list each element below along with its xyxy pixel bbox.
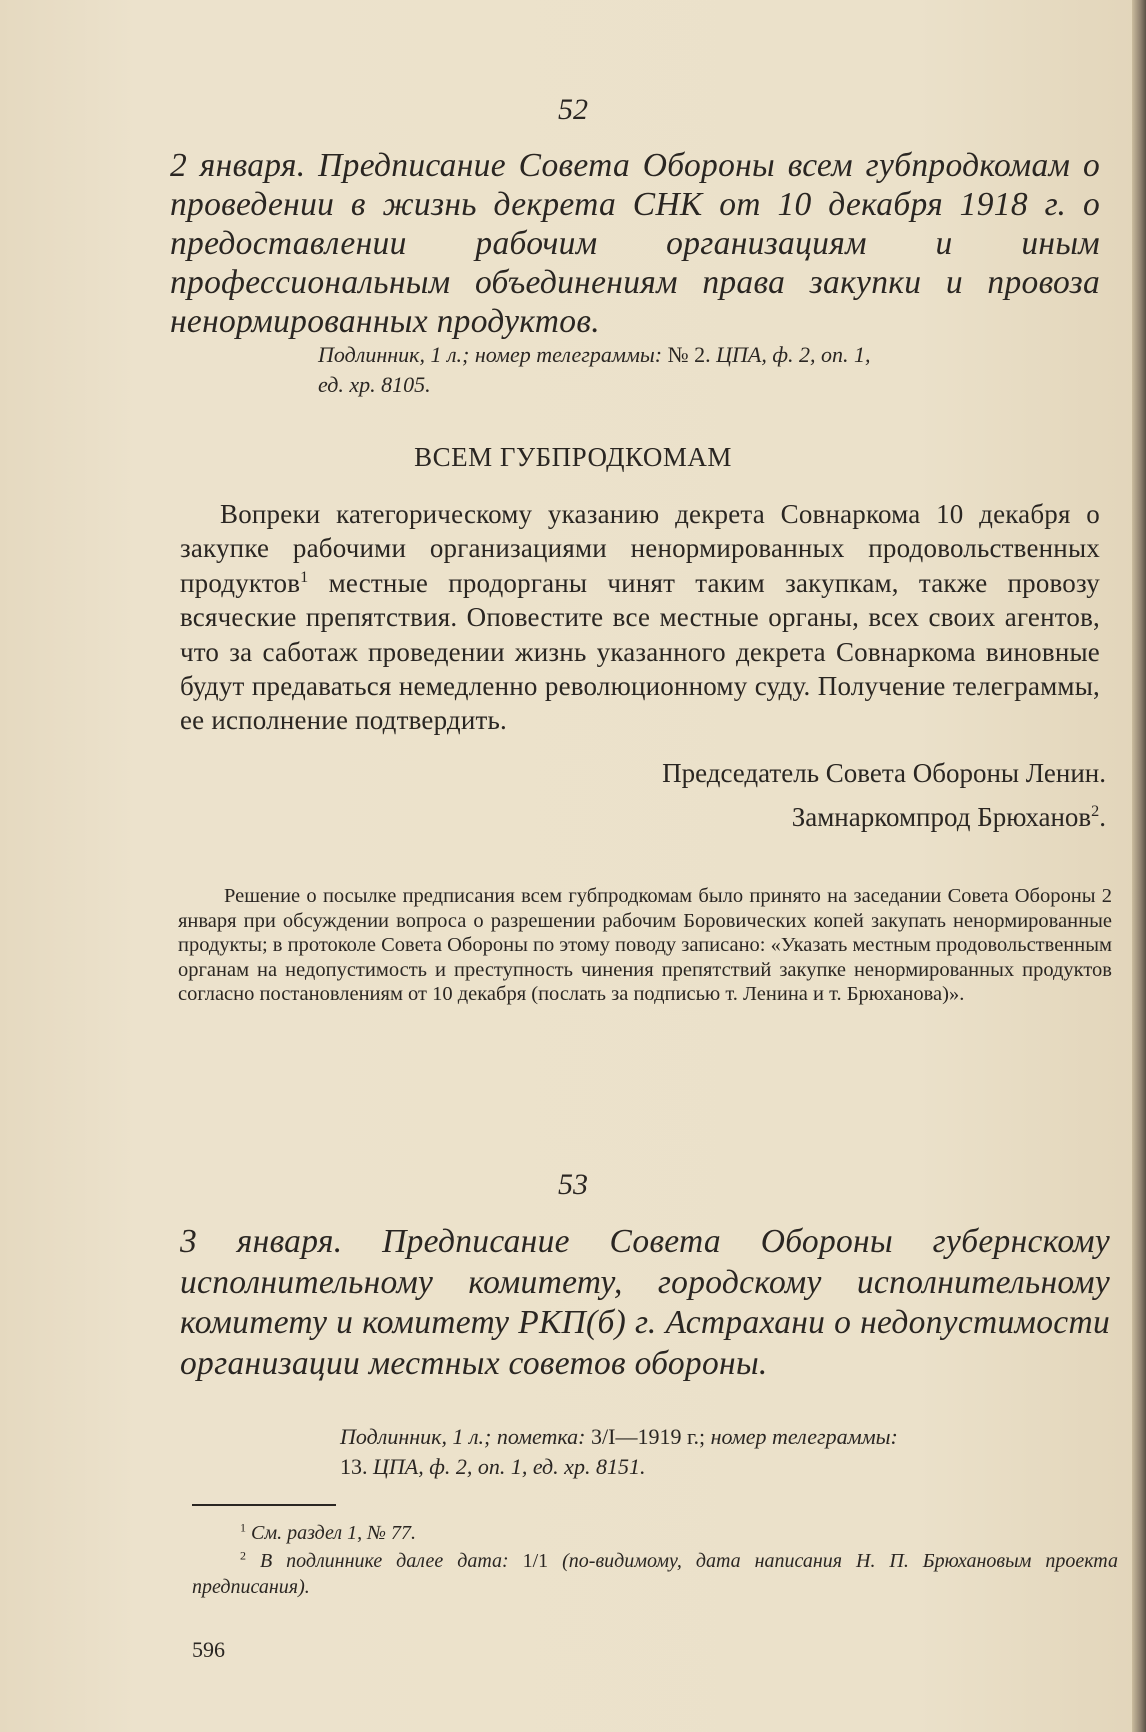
- signature-lenin: Председатель Совета Обороны Ленин.: [662, 758, 1106, 788]
- source-mark: 3/I—1919 г.;: [591, 1424, 706, 1449]
- footnote-2-text-b: (по-видимому, дата написания Н. П. Брюхановым проекта предписания).: [192, 1550, 1118, 1598]
- footnote-2-date: 1/1: [522, 1550, 549, 1572]
- footnote-ref-2: 2: [1091, 802, 1100, 820]
- footnote-1-text: См. раздел 1, № 77.: [251, 1522, 416, 1544]
- signature-bryukhanov: Замнаркомпрод Брюханов$^2$.: [791, 802, 1106, 832]
- footnote-divider: [192, 1504, 336, 1506]
- source-label: Подлинник, 1 л.; пометка:: [340, 1424, 586, 1449]
- footnote-1-mark: 1: [240, 1520, 246, 1535]
- document-52-source-line-2: [318, 370, 431, 400]
- signature-bryukhanov-name: Замнаркомпрод Брюханов: [791, 802, 1092, 832]
- telegram-body: [180, 497, 1100, 738]
- page-edge-shadow: [1132, 0, 1146, 1732]
- document-52-heading: 2 января. Предписание Совета Обороны всем губпродкомам о проведении в жизнь декрета СНК от 10 декабря 1918 г. о предоставлении рабочим организациям и иным профессиональным объединениям права закупки и провоза ненормированных продуктов.: [170, 147, 1100, 340]
- document-53-heading: 3 января. Предписание Совета Обороны губернскому исполнительному комитету, городскому исполнительному комитету и комитету РКП(б) г. Астрахани о недопустимости организации местных советов обороны.: [180, 1223, 1110, 1382]
- archive-item: ед. хр. 8105.: [318, 372, 431, 397]
- editorial-note: Решение о посылке предписания всем губпродкомам было принято на заседании Совета Обороны 2 января при обсуждении вопроса о разрешении рабочим Боровических копей закупать ненормированные продукты; в протоколе Совета Обороны по этому поводу записано: «Указать местным продовольственным органам на недопустимость и преступность чинения препятствий закупке ненормированных продуктов согласно постановлениям от 10 декабря (послать за подписью т. Ленина и т. Брюханова)».: [178, 885, 1112, 1005]
- telegram-body-part-1: Вопреки категорическому указанию декрета Совнаркома 10 декабря о закупке рабочими организациями ненормированных продовольственных продуктов: [180, 499, 1100, 598]
- document-number-52: 52: [558, 93, 588, 126]
- telegram-label: номер телеграммы:: [710, 1424, 898, 1449]
- telegram-number: № 2.: [667, 342, 711, 367]
- telegram-body-part-2: местные продорганы чинят таким закупкам, также провозу всяческие препятствия. Оповестите все местные органы, всех своих агентов, что за саботаж проведении жизнь указанного декрета Совнаркома виновные будут предаваться немедленно революционному суду. Получение телеграммы, ее исполнение подтвердить.: [180, 567, 1101, 736]
- document-52-source-line-1: [318, 340, 1100, 370]
- document-number-53: 53: [558, 1168, 588, 1201]
- footnote-2-text-a: В подлиннике далее дата:: [259, 1550, 509, 1572]
- telegram-number: 13.: [340, 1454, 368, 1479]
- footnote-2: [192, 1548, 1118, 1600]
- telegram-title: ВСЕМ ГУБПРОДКОМАМ: [414, 442, 732, 472]
- document-53-source: [340, 1422, 1112, 1482]
- footnote-2-mark: 2: [240, 1548, 246, 1563]
- archive-reference: ЦПА, ф. 2, оп. 1, ед. хр. 8151.: [373, 1454, 646, 1479]
- footnote-1: [240, 1520, 416, 1546]
- footnote-ref-1: 1: [300, 567, 309, 586]
- source-label: Подлинник, 1 л.; номер телеграммы:: [318, 342, 663, 367]
- archive-reference: ЦПА, ф. 2, оп. 1,: [716, 342, 871, 367]
- page-number: 596: [192, 1637, 225, 1662]
